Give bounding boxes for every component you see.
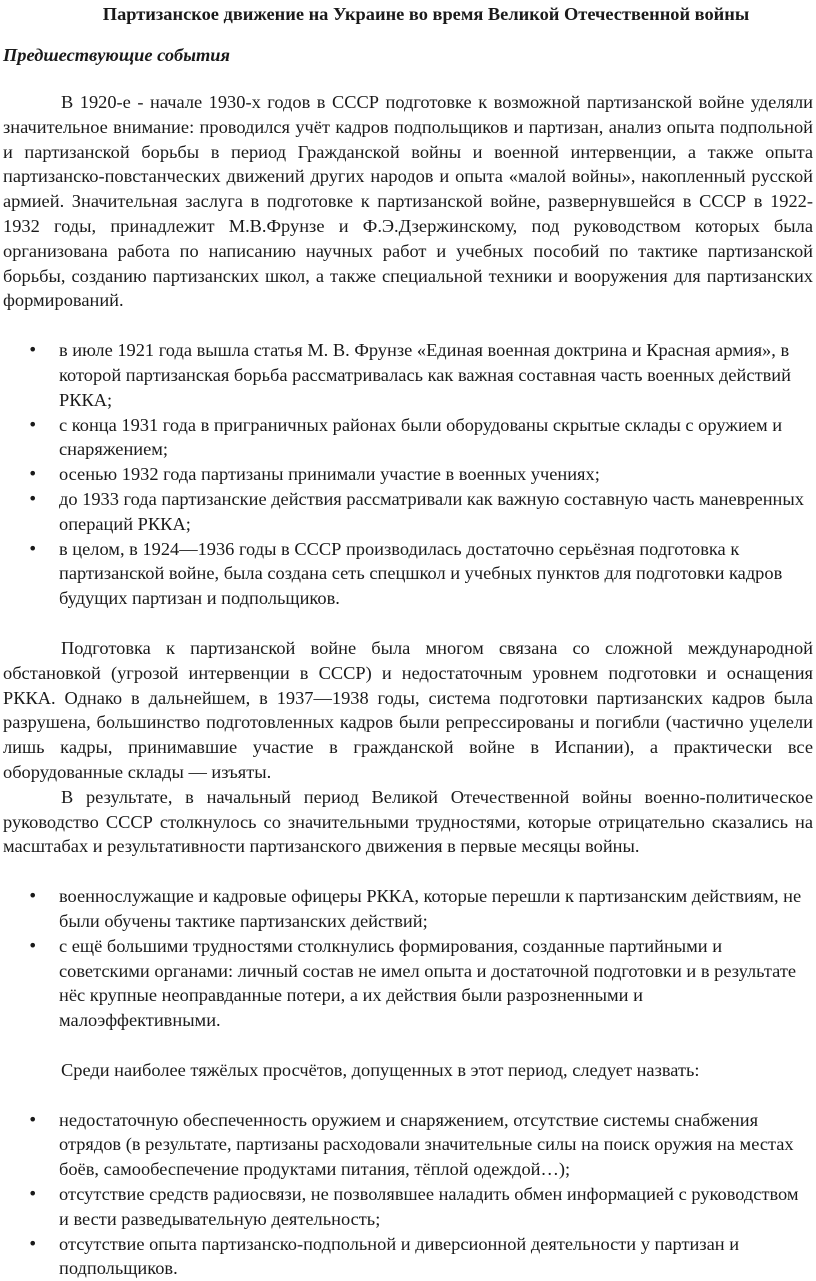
list-item: • военнослужащие и кадровые офицеры РККА, которые перешли к партизанским действиям, не были обучены тактике партизанских действий; bbox=[3, 884, 813, 934]
paragraph-miscalculations: Среди наиболее тяжёлых просчётов, допущенных в этот период, следует назвать: bbox=[61, 1059, 700, 1080]
list-item: • с ещё большими трудностями столкнулись формирования, созданные партийными и советскими органами: личный состав не имел опыта и достаточной подготовки и в результате нёс крупные неоправданные потери, а их действия были разрозненными и малоэффективными. bbox=[3, 934, 813, 1033]
document-title: Партизанское движение на Украине во время Великой Отечественной войны bbox=[102, 4, 750, 24]
section-heading: Предшествующие события bbox=[3, 45, 230, 65]
list-item: • отсутствие опыта партизанско-подпольной и диверсионной деятельности у партизан и подпольщиков. bbox=[3, 1232, 813, 1281]
miscalculations-list bbox=[3, 1108, 813, 1281]
list-item: • до 1933 года партизанские действия рассматривали как важную составную часть маневренных операций РККА; bbox=[3, 487, 813, 537]
prewar-preparation-list bbox=[3, 338, 813, 611]
paragraph-intro: В 1920-е - начале 1930-х годов в СССР подготовке к возможной партизанской войне уделяли значительное внимание: проводился учёт кадров подпольщиков и партизан, анализ опыта подпольной и партизанской борьбы в период Гражданской войны и военной интервенции, а также опыта партизанско-повстанческих движений других народов и опыта «малой войны», накопленный русской армией. Значительная заслуга в подготовке к партизанской войне, развернувшейся в СССР в 1922-1932 годы, принадлежит М.В.Фрунзе и Ф.Э.Дзержинскому, под руководством которых была организована работа по написанию научных работ и учебных пособий по тактике партизанской борьбы, созданию партизанских школ, а также специальной техники и вооружения для партизанских формирований. bbox=[3, 92, 813, 311]
list-item: • с конца 1931 года в приграничных районах были оборудованы скрытые склады с оружием и снаряжением; bbox=[3, 413, 813, 463]
list-item: • в целом, в 1924—1936 годы в СССР производилась достаточно серьёзная подготовка к партизанской войне, была создана сеть спецшкол и учебных пунктов для подготовки кадров будущих партизан и подпольщиков. bbox=[3, 537, 813, 611]
list-item: • в июле 1921 года вышла статья М. В. Фрунзе «Единая военная доктрина и Красная армия», в которой партизанская борьба рассматривалась как важная составная часть военных действий РККА; bbox=[3, 338, 813, 412]
paragraph-preparation: Подготовка к партизанской войне была многом связана со сложной международной обстановкой (угрозой интервенции в СССР) и недостаточным уровнем подготовки и оснащения РККА. Однако в дальнейшем, в 1937—1938 годы, система подготовки партизанских кадров была разрушена, большинство подготовленных кадров были репрессированы и погибли (частично уцелели лишь кадры, принимавшие участие в гражданской войне в Испании), а практически все оборудованные склады — изъяты. bbox=[3, 637, 813, 782]
list-item: • осенью 1932 года партизаны принимали участие в военных учениях; bbox=[3, 462, 813, 487]
difficulties-list bbox=[3, 884, 813, 1033]
list-item: • недостаточную обеспеченность оружием и снаряжением, отсутствие системы снабжения отрядов (в результате, партизаны расходовали значительные силы на поиск оружия на местах боёв, самообеспечение продуктами питания, тёплой одеждой…); bbox=[3, 1108, 813, 1182]
list-item: • отсутствие средств радиосвязи, не позволявшее наладить обмен информацией с руководством и вести разведывательную деятельность; bbox=[3, 1182, 813, 1232]
paragraph-result: В результате, в начальный период Великой Отечественной войны военно-политическое руководство СССР столкнулось со значительными трудностями, которые отрицательно сказались на масштабах и результативности партизанского движения в первые месяцы войны. bbox=[3, 786, 813, 857]
